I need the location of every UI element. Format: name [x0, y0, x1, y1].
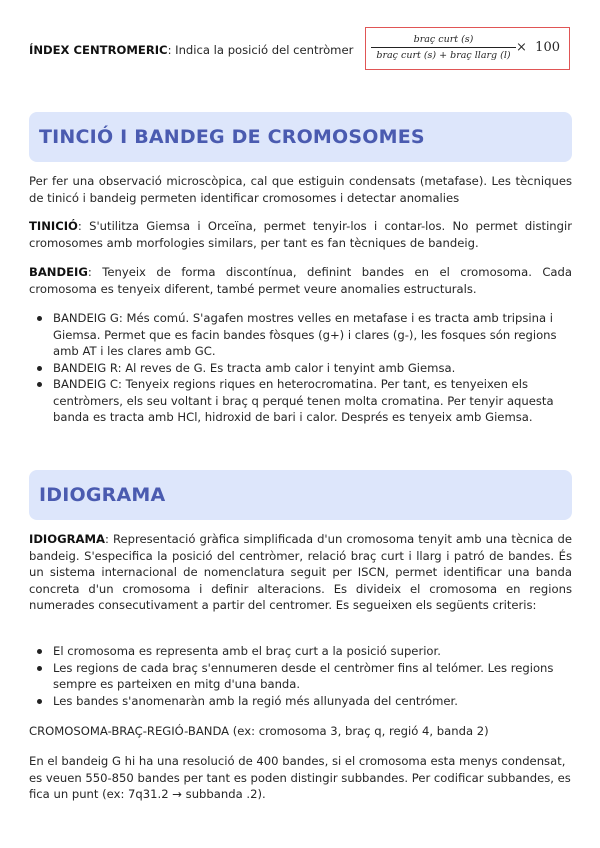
bandeig-text: : Tenyeix de forma discontínua, definint bandes en el cromosoma. Cada cromosoma es tenyeix diferent, també permet veure anomalies estructurals.	[29, 265, 572, 296]
idiograma-label: IDIOGRAMA	[29, 532, 106, 546]
list-item: Les bandes s'anomenaràn amb la regió més allunyada del centrómer.	[29, 693, 572, 710]
bandeig-types-list	[29, 310, 572, 426]
nomenclature-format-line: CROMOSOMA-BRAÇ-REGIÓ-BANDA (ex: cromosoma 3, braç q, regió 4, banda 2)	[29, 724, 489, 738]
centromeric-index-formula	[365, 27, 570, 70]
index-centromeric-text: : Indica la posició del centròmer	[167, 43, 354, 57]
section-banner-idiograma	[29, 470, 572, 520]
tincio-paragraph	[29, 218, 572, 251]
list-item: El cromosoma es representa amb el braç curt a la posició superior.	[29, 643, 572, 660]
resolution-paragraph: En el bandeig G hi ha una resolució de 400 bandes, si el cromosoma esta menys condensat, es veuen 550-850 bandes per tant es poden distingir subbandes. Per codificar subbandes, es fica un punt (ex: 7q31.2 → subbanda .2).	[29, 754, 571, 801]
section-banner-tincio	[29, 112, 572, 162]
formula-multiplier	[516, 40, 560, 55]
section-title-idiograma: IDIOGRAMA	[39, 484, 166, 506]
list-item: BANDEIG R: Al reves de G. Es tracta amb calor i tenyint amb Giemsa.	[29, 360, 572, 377]
formula-factor: 100	[535, 40, 560, 55]
tincio-label: TINICIÓ	[29, 219, 78, 233]
tincio-intro-paragraph: Per fer una observació microscòpica, cal que estiguin condensats (metafase). Les tècniques de tinicó i bandeig permeten identificar cromosomes i detectar anomalies	[29, 174, 572, 205]
section-title-tincio: TINCIÓ I BANDEG DE CROMOSOMES	[39, 126, 425, 148]
index-centromeric-label: ÍNDEX CENTROMERIC	[29, 43, 168, 57]
list-item: BANDEIG C: Tenyeix regions riques en heterocromatina. Per tant, es tenyeixen els centròmers, els seu voltant i braç q perqué tenen molta cromatina. Per tenyir aquesta banda es tracta amb HCl, hidroxid de bari i calor. Després es tenyeix amb Giemsa.	[29, 376, 572, 426]
list-item: BANDEIG G: Més comú. S'agafen mostres velles en metafase i es tracta amb tripsina i Giemsa. Permet que es facin bandes fòsques (g+) i clares (g-), les fosques són regions amb AT i les clares amb GC.	[29, 310, 572, 360]
list-item: Les regions de cada braç s'ennumeren desde el centròmer fins al telómer. Les regions sempre es parteixen en mitg d'una banda.	[29, 660, 572, 693]
formula-times-sign: ×	[516, 40, 527, 55]
formula-fraction	[371, 33, 516, 62]
idiograma-criteria-list	[29, 643, 572, 709]
formula-denominator: braç curt (s) + braç llarg (l)	[376, 50, 511, 61]
idiograma-definition-paragraph	[29, 531, 572, 614]
tincio-text: : S'utilitza Giemsa i Orceïna, permet tenyir-los i contar-los. No permet distingir cromosomes amb morfologies similars, per tant es fan tècniques de bandeig.	[29, 219, 572, 250]
formula-numerator: braç curt (s)	[371, 33, 516, 48]
idiograma-text: : Representació gràfica simplificada d'un cromosoma tenyit amb una tècnica de bandeig. S'especifica la posició del centròmer, relació braç curt i llarg i patró de bandes. És un sistema internacional de nomenclatura seguit per ISCN, permet identificar una banda concreta d'un cromosoma i definir alteracions. Es divideix el cromosoma en regions numerades consecutivament a partir del centromer. Es segueixen els següents criteris:	[29, 532, 572, 612]
index-centromeric-line	[29, 42, 353, 58]
bandeig-paragraph	[29, 264, 572, 297]
bandeig-label: BANDEIG	[29, 265, 88, 279]
